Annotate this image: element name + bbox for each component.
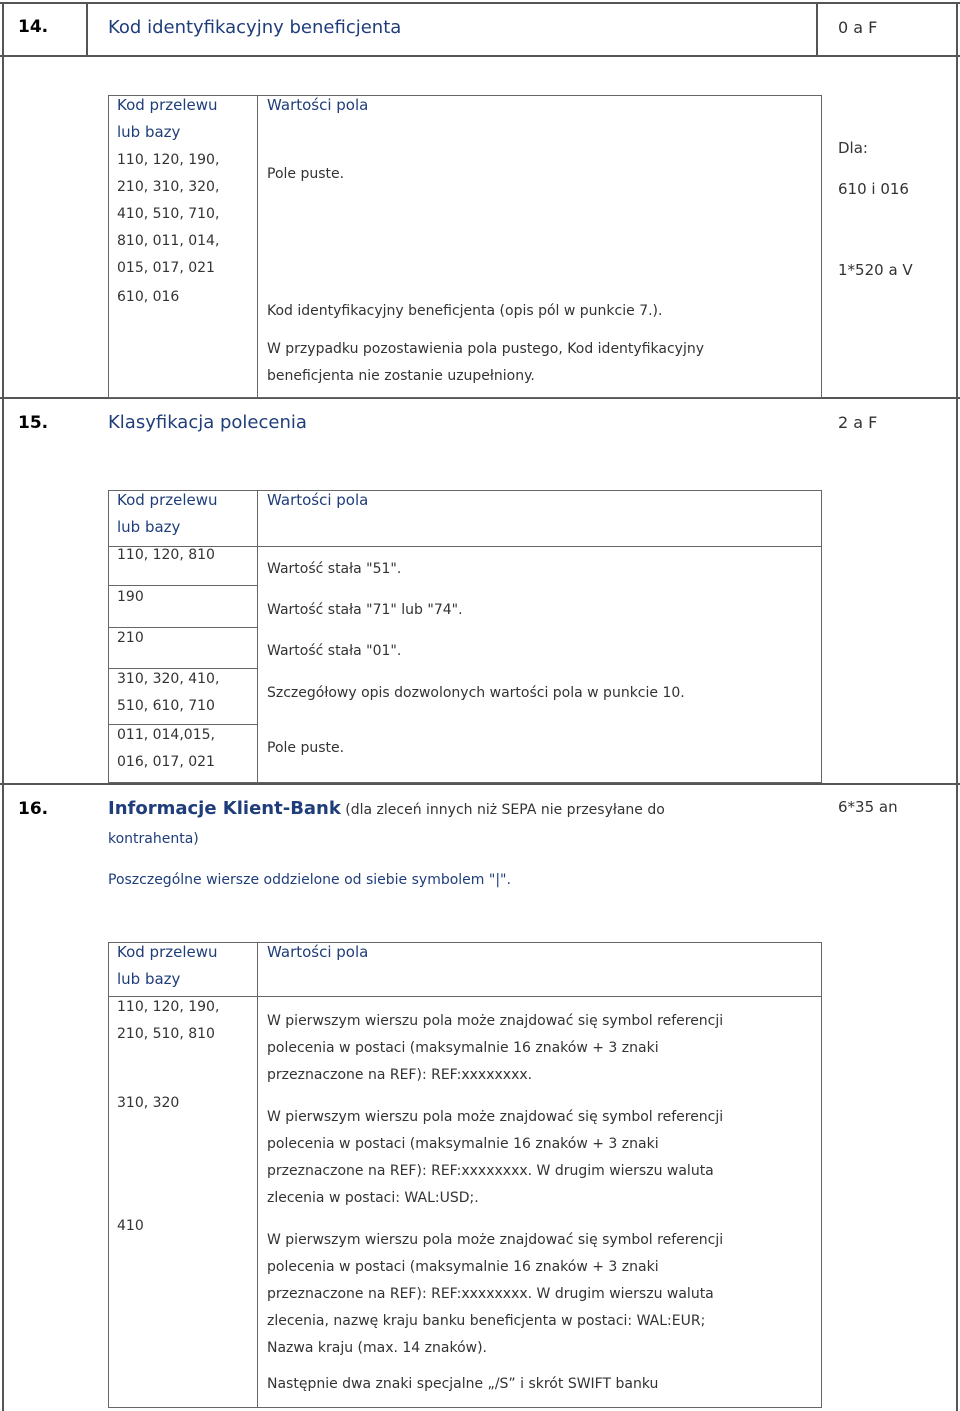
section-14-row-1-codes: 110, 120, 190, 210, 310, 320, 410, 510, 710, 810, 011, 014, 015, 017, 021 — [117, 152, 220, 276]
section-15-row-2-values: Wartość stała "71" lub "74". — [267, 602, 463, 618]
section-16-row-2-values: W pierwszym wierszu pola może znajdować się symbol referencji polecenia w postaci (maksymalnie 16 znaków + 3 znaki przeznaczone na REF): REF:xxxxxxxx. W drugim wierszu waluta zlecenia w postaci: WAL:USD;. — [267, 1109, 724, 1206]
section-15-row-1-values: Wartość stała "51". — [267, 561, 402, 577]
section-15-row-4-values: Szczegółowy opis dozwolonych wartości pola w punkcie 10. — [267, 685, 685, 701]
section-15-row-5-codes: 011, 014,015, 016, 017, 021 — [117, 727, 215, 770]
section-16-top-rule — [0, 783, 960, 785]
number-column-rule — [86, 2, 88, 56]
section-16-row-2-codes: 310, 320 — [117, 1095, 180, 1111]
section-15-row-1-codes: 110, 120, 810 — [117, 547, 215, 563]
section-14-row-1-values: Pole puste. — [267, 166, 345, 182]
section-15-title: Klasyfikacja polecenia — [108, 412, 307, 433]
section-16-title-line — [108, 798, 665, 819]
section-14-header-code: Kod przelewu lub bazy — [117, 96, 218, 141]
header-bottom-rule — [0, 55, 960, 57]
section-16-title-suffix: (dla zleceń innych niż SEPA nie przesyłane do — [340, 802, 665, 818]
outer-left-rule — [2, 2, 4, 1411]
section-14-row-2-values: Kod identyfikacyjny beneficjenta (opis pól w punkcie 7.). W przypadku pozostawienia pola pustego, Kod identyfikacyjny beneficjenta nie zostanie uzupełniony. — [267, 303, 704, 384]
section-16-format: 6*35 an — [838, 798, 898, 816]
outer-right-rule — [956, 2, 958, 1411]
section-16-header-code: Kod przelewu lub bazy — [117, 943, 218, 988]
section-14-header-values: Wartości pola — [267, 96, 369, 114]
section-16-title-line2: kontrahenta) — [108, 831, 199, 847]
section-15-row-3-codes: 210 — [117, 630, 144, 646]
format-column-rule — [816, 2, 818, 56]
section-14-note-line2: 1*520 a V — [838, 261, 913, 279]
section-14-number: 14. — [18, 17, 49, 37]
section-15-header-code: Kod przelewu lub bazy — [117, 491, 218, 536]
section-16-row-3-codes: 410 — [117, 1218, 144, 1234]
section-15-format: 2 a F — [838, 413, 878, 432]
section-15-row-3-values: Wartość stała "01". — [267, 643, 402, 659]
section-16-row-1-codes: 110, 120, 190, 210, 510, 810 — [117, 999, 220, 1042]
section-14-note-line1: 610 i 016 — [838, 180, 909, 198]
section-16-title: Informacje Klient-Bank — [108, 798, 341, 819]
section-15-row-5-values: Pole puste. — [267, 740, 345, 756]
section-15-row-2-codes: 190 — [117, 589, 144, 605]
section-15-row-4-codes: 310, 320, 410, 510, 610, 710 — [117, 671, 220, 714]
section-16-subtitle: Poszczególne wiersze oddzielone od siebie symbolem "|". — [108, 872, 511, 888]
section-16-row-1-values: W pierwszym wierszu pola może znajdować się symbol referencji polecenia w postaci (maksymalnie 16 znaków + 3 znaki przeznaczone na REF): REF:xxxxxxxx. — [267, 1013, 724, 1083]
section-16-row-3-values: W pierwszym wierszu pola może znajdować się symbol referencji polecenia w postaci (maksymalnie 16 znaków + 3 znaki przeznaczone na REF): REF:xxxxxxxx. W drugim wierszu waluta zlecenia, nazwę kraju banku beneficjenta w postaci: WAL:EUR; Nazwa kraju (max. 14 znaków). Następnie dwa znaki specjalne „/S” i skrót SWIFT banku — [267, 1232, 724, 1392]
section-15-number: 15. — [18, 413, 49, 433]
section-14-note-label: Dla: — [838, 139, 868, 157]
section-16-number: 16. — [18, 799, 49, 819]
section-16-header-values: Wartości pola — [267, 943, 369, 961]
section-14-row-2-codes: 610, 016 — [117, 289, 180, 305]
section-15-header-values: Wartości pola — [267, 491, 369, 509]
section-14-format: 0 a F — [838, 18, 878, 37]
section-14-title: Kod identyfikacyjny beneficjenta — [108, 17, 402, 38]
